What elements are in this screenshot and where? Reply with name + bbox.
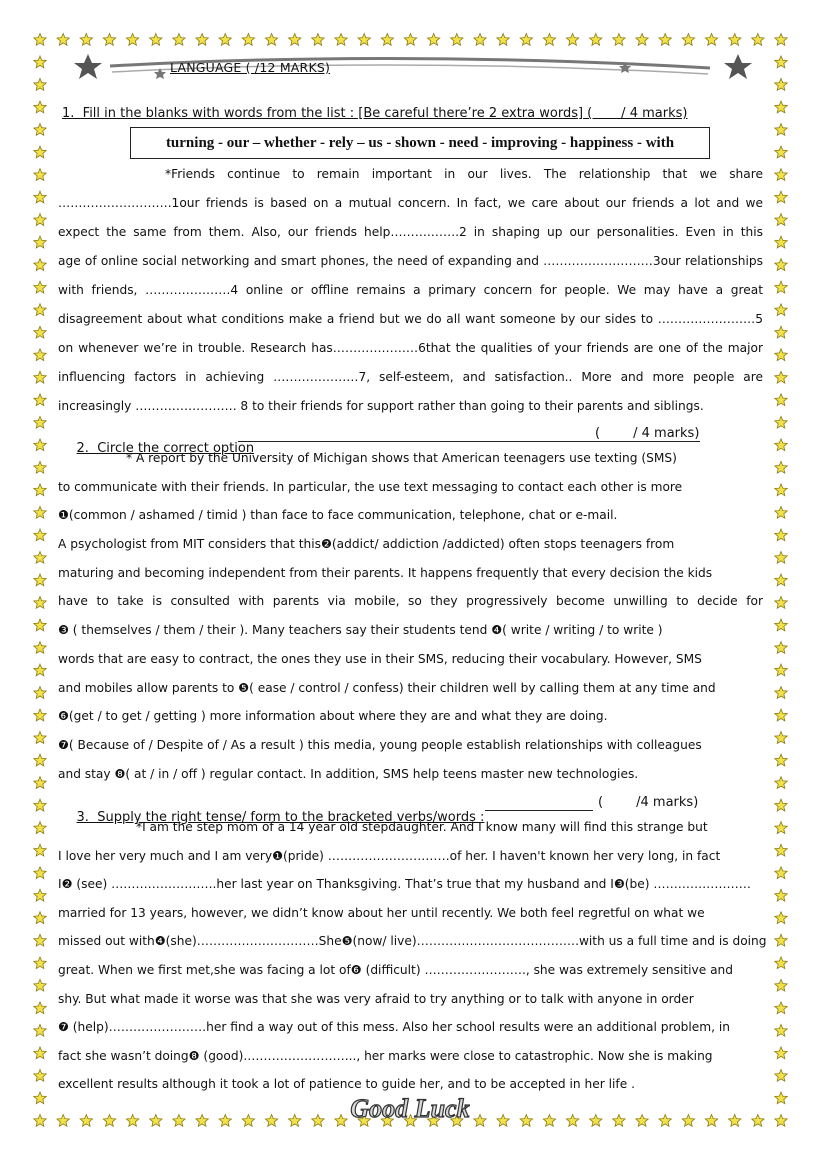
star-icon <box>34 777 46 789</box>
star-icon <box>34 461 46 473</box>
star-icon <box>775 957 787 969</box>
star-icon <box>775 912 787 924</box>
star-icon <box>34 642 46 654</box>
star-icon <box>775 416 787 428</box>
star-icon <box>381 34 393 46</box>
star-icon <box>57 34 69 46</box>
star-icon <box>34 34 46 46</box>
star-icon <box>636 1115 648 1127</box>
star-icon <box>775 259 787 271</box>
text-line: ❼ (help)……………………her find a way out of this mess. Also her school results were an additional problem, in <box>58 1020 731 1035</box>
star-icon <box>34 1070 46 1082</box>
text-line: shy. But what made it worse was that she was very afraid to try anything or to talk with anyone in order <box>58 991 694 1006</box>
text-line: ❸ ( themselves / them / their ). Many teachers say their students tend ❹( write / writing / to write ) <box>58 623 663 638</box>
star-icon <box>34 664 46 676</box>
star-icon <box>57 1115 69 1127</box>
section1-text <box>58 160 763 421</box>
star-icon <box>34 1115 46 1127</box>
text-line: *Friends continue to remain important in our lives. The relationship that we share <box>165 167 763 181</box>
star-icon <box>775 169 787 181</box>
star-icon <box>752 1115 764 1127</box>
svg-text:Good Luck: Good Luck <box>350 1094 470 1123</box>
star-icon <box>173 34 185 46</box>
star-icon <box>103 34 115 46</box>
star-icon <box>775 1070 787 1082</box>
star-icon <box>752 34 764 46</box>
star-icon <box>358 34 370 46</box>
title-underline <box>238 441 700 442</box>
page-title: LANGUAGE ( /12 MARKS) <box>170 60 331 75</box>
star-icon <box>775 979 787 991</box>
star-icon <box>775 56 787 68</box>
star-icon <box>34 169 46 181</box>
star-icon <box>34 124 46 136</box>
star-icon <box>775 349 787 361</box>
star-icon <box>34 754 46 766</box>
text-line: influencing factors in achieving …………………7, self-esteem, and satisfaction.. More and more people are <box>58 370 763 384</box>
star-icon <box>775 214 787 226</box>
star-icon <box>775 236 787 248</box>
star-icon <box>775 394 787 406</box>
star-icon <box>34 529 46 541</box>
star-icon <box>724 54 752 79</box>
star-icon <box>775 687 787 699</box>
star-icon <box>775 552 787 564</box>
text-line: excellent results although it took a lot of patience to guide her, and to be accepted in her life . <box>58 1077 635 1092</box>
star-icon <box>34 506 46 518</box>
star-icon <box>34 349 46 361</box>
star-icon <box>428 34 440 46</box>
star-icon <box>775 1115 787 1127</box>
star-icon <box>775 1047 787 1059</box>
text-line: ❶(common / ashamed / timid ) than face to face communication, telephone, chat or e-mail. <box>58 508 618 523</box>
star-icon <box>775 844 787 856</box>
text-line: fact she wasn’t doing❽ (good).……………………..., her marks were close to catastrophic. Now she is making <box>58 1048 713 1063</box>
star-icon <box>242 34 254 46</box>
star-icon <box>775 597 787 609</box>
text-line: maturing and becoming independent from their parents. It happens frequently that every decision the kids <box>58 565 713 580</box>
star-icon <box>775 281 787 293</box>
star-icon <box>289 34 301 46</box>
star-icon <box>242 1115 254 1127</box>
star-icon <box>34 709 46 721</box>
text-line: increasingly ……………………. 8 to their friends for support rather than going to their parents and siblings. <box>58 399 704 413</box>
star-icon <box>312 34 324 46</box>
star-icon <box>34 371 46 383</box>
text-line: ❻(get / to get / getting ) more information about where they are and what they are doing. <box>58 709 608 724</box>
star-icon <box>775 822 787 834</box>
text-line: and stay ❽( at / in / off ) regular contact. In addition, SMS help teens master new technologies. <box>58 766 639 781</box>
star-icon <box>775 529 787 541</box>
star-icon <box>34 979 46 991</box>
text-line: * A report by the University of Michigan shows that American teenagers use texting (SMS) <box>126 451 677 465</box>
star-icon <box>196 1115 208 1127</box>
star-icon <box>775 506 787 518</box>
star-icon <box>636 34 648 46</box>
section2-marks: ( / 4 marks) <box>595 426 700 441</box>
star-icon <box>219 1115 231 1127</box>
star-icon <box>775 574 787 586</box>
star-icon <box>775 371 787 383</box>
star-icon <box>265 34 277 46</box>
star-icon <box>775 619 787 631</box>
section3-marks: ( /4 marks) <box>598 795 699 810</box>
star-icon <box>659 34 671 46</box>
text-line: ❼( Because of / Despite of / As a result ) this media, young people establish relationships with colleagues <box>58 737 702 752</box>
text-line: on whenever we’re in trouble. Research has…………………6that the qualities of your friends are one of the major <box>58 341 763 355</box>
star-icon <box>566 34 578 46</box>
star-icon <box>219 34 231 46</box>
star-icon <box>34 552 46 564</box>
star-icon <box>150 1115 162 1127</box>
star-icon <box>775 146 787 158</box>
star-icon <box>34 844 46 856</box>
star-icon <box>775 124 787 136</box>
star-icon <box>34 867 46 879</box>
star-icon <box>775 777 787 789</box>
text-line: and mobiles allow parents to ❺( ease / control / confess) their children well by calling them at any time and <box>58 680 716 695</box>
text-line: I❷ (see) ……………………..her last year on Thanksgiving. That’s true that my husband and I❸(be) …………………… <box>58 877 751 892</box>
star-icon <box>775 754 787 766</box>
text-line: expect the same from them. Also, our friends help……….…….2 in shaping up our personalities. Even in this <box>58 225 763 239</box>
text-line: I love her very much and I am very❶(pride) …………………………of her. I haven't known her very long, in fact <box>58 848 721 863</box>
star-icon <box>126 34 138 46</box>
star-icon <box>566 1115 578 1127</box>
star-icon <box>682 34 694 46</box>
star-icon <box>775 934 787 946</box>
star-icon <box>775 799 787 811</box>
star-icon <box>775 889 787 901</box>
star-icon <box>34 1047 46 1059</box>
star-icon <box>775 1024 787 1036</box>
star-icon <box>34 146 46 158</box>
star-icon <box>34 484 46 496</box>
star-icon <box>34 304 46 316</box>
text-line: A psychologist from MIT considers that this❷(addict/ addiction /addicted) often stops teenagers from <box>58 537 675 552</box>
star-icon <box>34 79 46 91</box>
star-icon <box>775 1002 787 1014</box>
text-line: age of online social networking and smart phones, the need of expanding and ………………………3our relationships <box>58 254 763 268</box>
star-icon <box>590 34 602 46</box>
star-icon <box>543 34 555 46</box>
star-icon <box>682 1115 694 1127</box>
text-line: to communicate with their friends. In particular, the use text messaging to contact each other is more <box>58 479 683 494</box>
text-line: with friends, …………………4 online or offline remains a primary concern for people. We may have a great <box>58 283 763 297</box>
section3-text <box>58 813 767 1099</box>
text-line: missed out with❹(she)…………………………She❺(now/ live)………………………………….with us a full time and is doing <box>58 934 767 949</box>
star-icon <box>34 912 46 924</box>
text-line: *I am the step mom of a 14 year old stepdaughter. And I know many will find this strange but <box>136 820 708 834</box>
good-luck-logo <box>265 1094 555 1124</box>
star-icon <box>173 1115 185 1127</box>
star-icon <box>150 34 162 46</box>
star-icon <box>34 259 46 271</box>
title-underline <box>485 810 593 811</box>
star-icon <box>775 79 787 91</box>
star-icon <box>34 822 46 834</box>
section3-title-left: 3. Supply the right tense/ form to the bracketed verbs/words : <box>76 810 485 825</box>
text-line: words that are easy to contract, the ones they use in their SMS, reducing their vocabulary. However, SMS <box>58 651 702 666</box>
text-line: great. When we first met,she was facing a lot of❻ (difficult) ……………………., she was extremely sensitive and <box>58 962 734 977</box>
star-icon <box>34 214 46 226</box>
star-icon <box>404 34 416 46</box>
star-icon <box>775 304 787 316</box>
star-icon <box>335 34 347 46</box>
star-icon <box>775 484 787 496</box>
star-icon <box>34 56 46 68</box>
star-icon <box>705 34 717 46</box>
star-icon <box>775 1092 787 1104</box>
star-icon <box>34 281 46 293</box>
star-icon <box>474 34 486 46</box>
star-icon <box>775 709 787 721</box>
star-icon <box>729 1115 741 1127</box>
star-icon <box>34 619 46 631</box>
star-icon <box>775 642 787 654</box>
star-icon <box>34 1002 46 1014</box>
star-icon <box>613 1115 625 1127</box>
star-icon <box>775 732 787 744</box>
section2-title-left: 2. Circle the correct option <box>76 441 255 456</box>
star-icon <box>34 574 46 586</box>
star-icon <box>705 1115 717 1127</box>
word-list-box: turning - our – whether - rely – us - shown - need - improving - happiness - with <box>130 127 710 159</box>
star-icon <box>775 191 787 203</box>
text-line: married for 13 years, however, we didn’t know about her until recently. We both feel regretful on what we <box>58 905 705 920</box>
star-icon <box>34 687 46 699</box>
star-icon <box>775 101 787 113</box>
star-icon <box>34 101 46 113</box>
star-icon <box>775 34 787 46</box>
star-icon <box>729 34 741 46</box>
star-icon <box>659 1115 671 1127</box>
star-icon <box>34 191 46 203</box>
star-icon <box>34 236 46 248</box>
star-icon <box>80 1115 92 1127</box>
star-icon <box>34 732 46 744</box>
text-line: have to take is consulted with parents via mobile, so they progressively become unwilling to decide for <box>58 594 763 609</box>
star-icon <box>74 54 102 79</box>
star-icon <box>196 34 208 46</box>
star-icon <box>80 34 92 46</box>
star-icon <box>34 416 46 428</box>
star-icon <box>451 34 463 46</box>
text-line: disagreement about what conditions make a friend but we do all want someone by our sides to ……………………5 <box>58 312 763 326</box>
star-icon <box>34 597 46 609</box>
star-icon <box>34 957 46 969</box>
text-line: ……………………….1our friends is based on a mutual concern. In fact, we care about our friends a lot and we <box>58 196 763 210</box>
star-icon <box>34 326 46 338</box>
star-icon <box>126 1115 138 1127</box>
section1-title: 1. Fill in the blanks with words from the list : [Be careful there’re 2 extra words] ( / 4 marks) <box>62 106 688 121</box>
star-icon <box>34 394 46 406</box>
star-icon <box>497 34 509 46</box>
star-icon <box>613 34 625 46</box>
star-icon <box>34 1092 46 1104</box>
star-icon <box>34 1024 46 1036</box>
star-icon <box>775 867 787 879</box>
star-icon <box>34 889 46 901</box>
star-icon <box>34 439 46 451</box>
star-icon <box>775 326 787 338</box>
section2-text <box>58 444 763 788</box>
star-icon <box>34 799 46 811</box>
star-icon <box>103 1115 115 1127</box>
star-icon <box>775 664 787 676</box>
star-icon <box>775 461 787 473</box>
star-icon <box>34 934 46 946</box>
star-icon <box>775 439 787 451</box>
star-icon <box>590 1115 602 1127</box>
star-icon <box>520 34 532 46</box>
